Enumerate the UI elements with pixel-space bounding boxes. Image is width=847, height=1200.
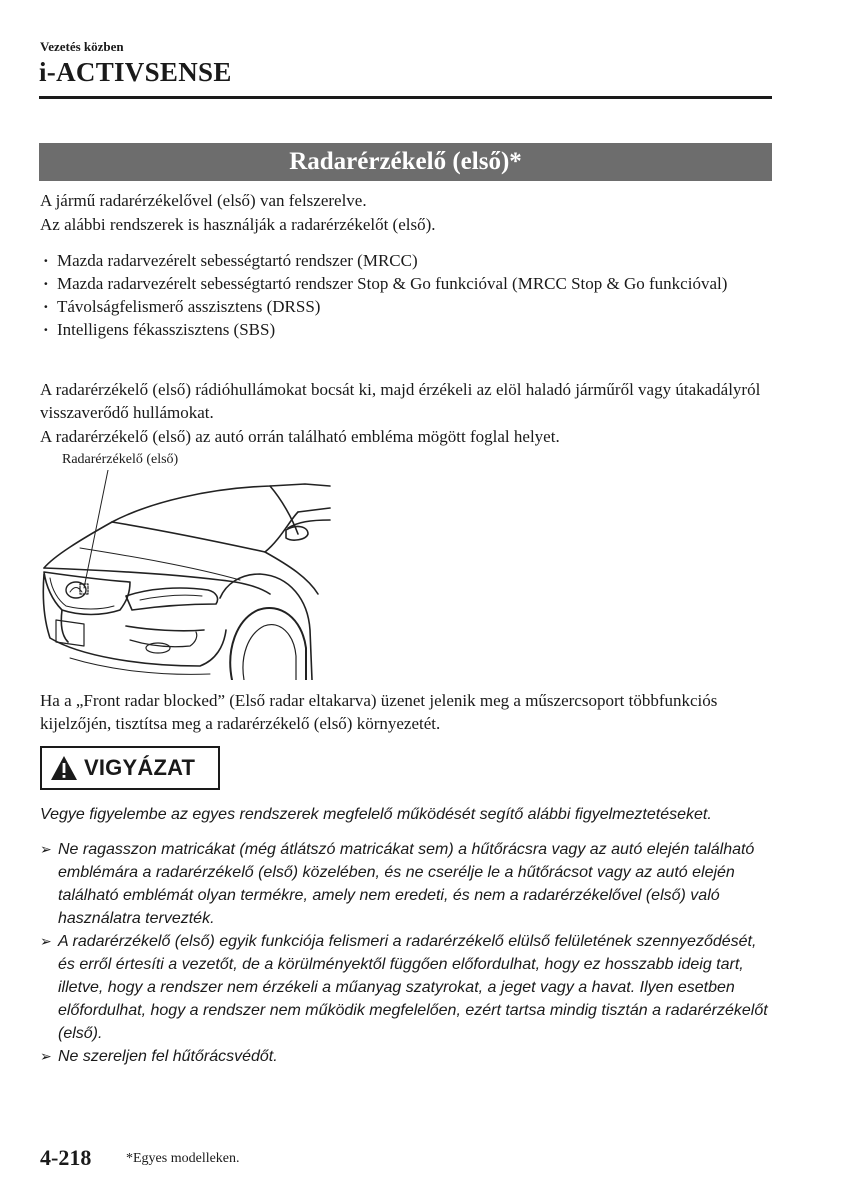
page-number: 4-218 [40,1145,92,1170]
chapter-title: Vezetés közben [40,39,124,54]
caution-list [40,838,775,1068]
page-title [39,143,772,181]
systems-list [40,249,775,341]
footnote: *Egyes modelleken. [126,1151,240,1166]
blocked-message: Ha a „Front radar blocked” (Első radar eltakarva) üzenet jelenik meg a műszercsoport többfunkciós kijelzőjén, tisztítsa meg a radarérzékelő (első) környezetét. [40,691,718,733]
page-title-text: Radarérzékelő (első)* [289,148,522,175]
figure-label: Radarérzékelő (első) [62,452,179,467]
warning-triangle-icon [50,755,78,781]
caution-title: VIGYÁZAT [84,755,196,780]
header-rule [39,96,772,99]
arrow-bullet-icon: ➢ [40,841,52,857]
caution-item-text: Ne szereljen fel hűtőrácsvédőt. [58,1048,278,1065]
list-item: · Intelligens fékasszisztens (SBS) [40,318,775,341]
arrow-bullet-icon: ➢ [40,933,52,949]
caution-intro: Vegye figyelembe az egyes rendszerek megfelelő működését segítő alábbi figyelmeztetéseket. [40,806,712,823]
arrow-bullet-icon: ➢ [40,1048,52,1064]
list-item [40,838,775,930]
intro-paragraph-1: A jármű radarérzékelővel (első) van felszerelve. [40,191,367,210]
caution-item-text: A radarérzékelő (első) egyik funkciója felismeri a radarérzékelő elülső felületének szennyeződését, és erről értesíti a vezetőt, de a körülményektől függően előfordulhat, hogy ez hosszabb ideig tart, illetve, hogy a rendszer nem érzékeli a műanyag szatyrokat, a jeget vagy a havat. Ilyen esetben előfordulhat, hogy a rendszer nem működik megfelelően, ezért tartsa mindig tisztán a radarérzékelőt (első). [58,933,768,1042]
list-item: · Távolságfelismerő asszisztens (DRSS) [40,295,775,318]
list-item [40,930,775,1045]
list-item [40,1045,775,1068]
car-front-illustration [40,470,340,680]
caution-box [40,746,220,790]
section-title: i-ACTIVSENSE [39,57,232,87]
description-paragraph-1: A radarérzékelő (első) rádióhullámokat bocsát ki, majd érzékeli az elöl haladó járműről vagy útakadályról visszaverődő hullámokat. [40,380,761,422]
intro-paragraph-2: Az alábbi rendszerek is használják a radarérzékelőt (első). [40,215,436,234]
description-paragraph-2: A radarérzékelő (első) az autó orrán található embléma mögött foglal helyet. [40,427,560,446]
caution-item-text: Ne ragasszon matricákat (még átlátszó matricákat sem) a hűtőrácsra vagy az autó elején található emblémára a radarérzékelő (első) közelében, és ne cserélje le a hűtőrácsot vagy az autó elején található emblémát olyan termékre, amely nem eredeti, és nem a radarérzékelővel (első) való használatra tervezték. [58,841,755,927]
list-item: · Mazda radarvezérelt sebességtartó rendszer (MRCC) [40,249,775,272]
list-item: · Mazda radarvezérelt sebességtartó rendszer Stop & Go funkcióval (MRCC Stop & Go funkcióval) [40,272,775,295]
